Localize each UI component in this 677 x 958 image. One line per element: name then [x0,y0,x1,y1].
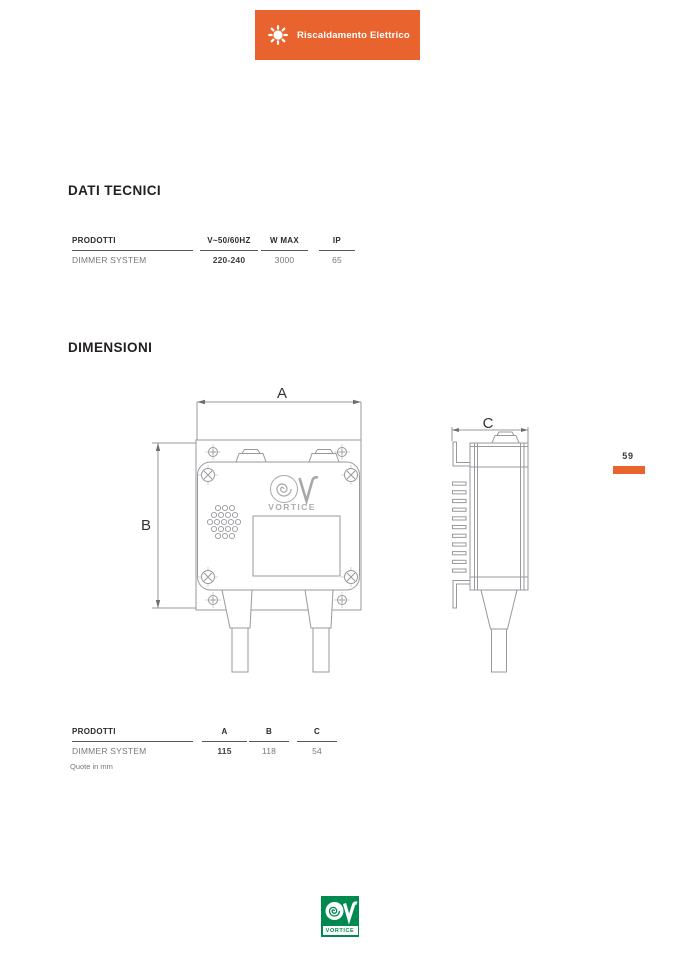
dim-table-cell-c: 54 [312,746,322,756]
drawing-device-brand-text: VORTICE [268,502,316,512]
dim-table-header-a: A [202,727,247,742]
dim-table-cell-b: 118 [261,746,277,756]
dim-table-header-c: C [297,727,337,742]
dim-table-header-product: PRODOTTI [72,727,193,742]
dim-table-cell-a: 115 [217,746,232,756]
dimension-label-a: A [276,385,287,402]
vortice-logo [321,896,359,937]
dimension-label-b: B [140,517,151,534]
tech-table-cell-voltage: 220-240 [212,255,246,265]
units-note: Quote in mm [70,762,113,771]
dimension-label-c: C [482,415,494,432]
category-badge-label: Riscaldamento Elettrico [297,29,410,41]
tech-table-cell-product: DIMMER SYSTEM [72,255,147,265]
tech-table-header-voltage: V~50/60HZ [200,236,258,251]
dim-table-cell-product: DIMMER SYSTEM [72,746,147,756]
tech-table-header-product: PRODOTTI [72,236,193,251]
tech-section-title: DATI TECNICI [68,183,162,198]
tech-table-cell-wmax: 3000 [274,255,295,265]
tech-table-cell-ip: 65 [332,255,342,265]
tech-table-header-ip: IP [319,236,355,251]
page-number: 59 [622,451,634,461]
tech-table-header-wmax: W MAX [261,236,308,251]
dim-table-header-b: B [249,727,289,742]
dim-section-title: DIMENSIONI [68,340,153,355]
vortice-logo-wordmark: VORTICE [323,926,358,935]
